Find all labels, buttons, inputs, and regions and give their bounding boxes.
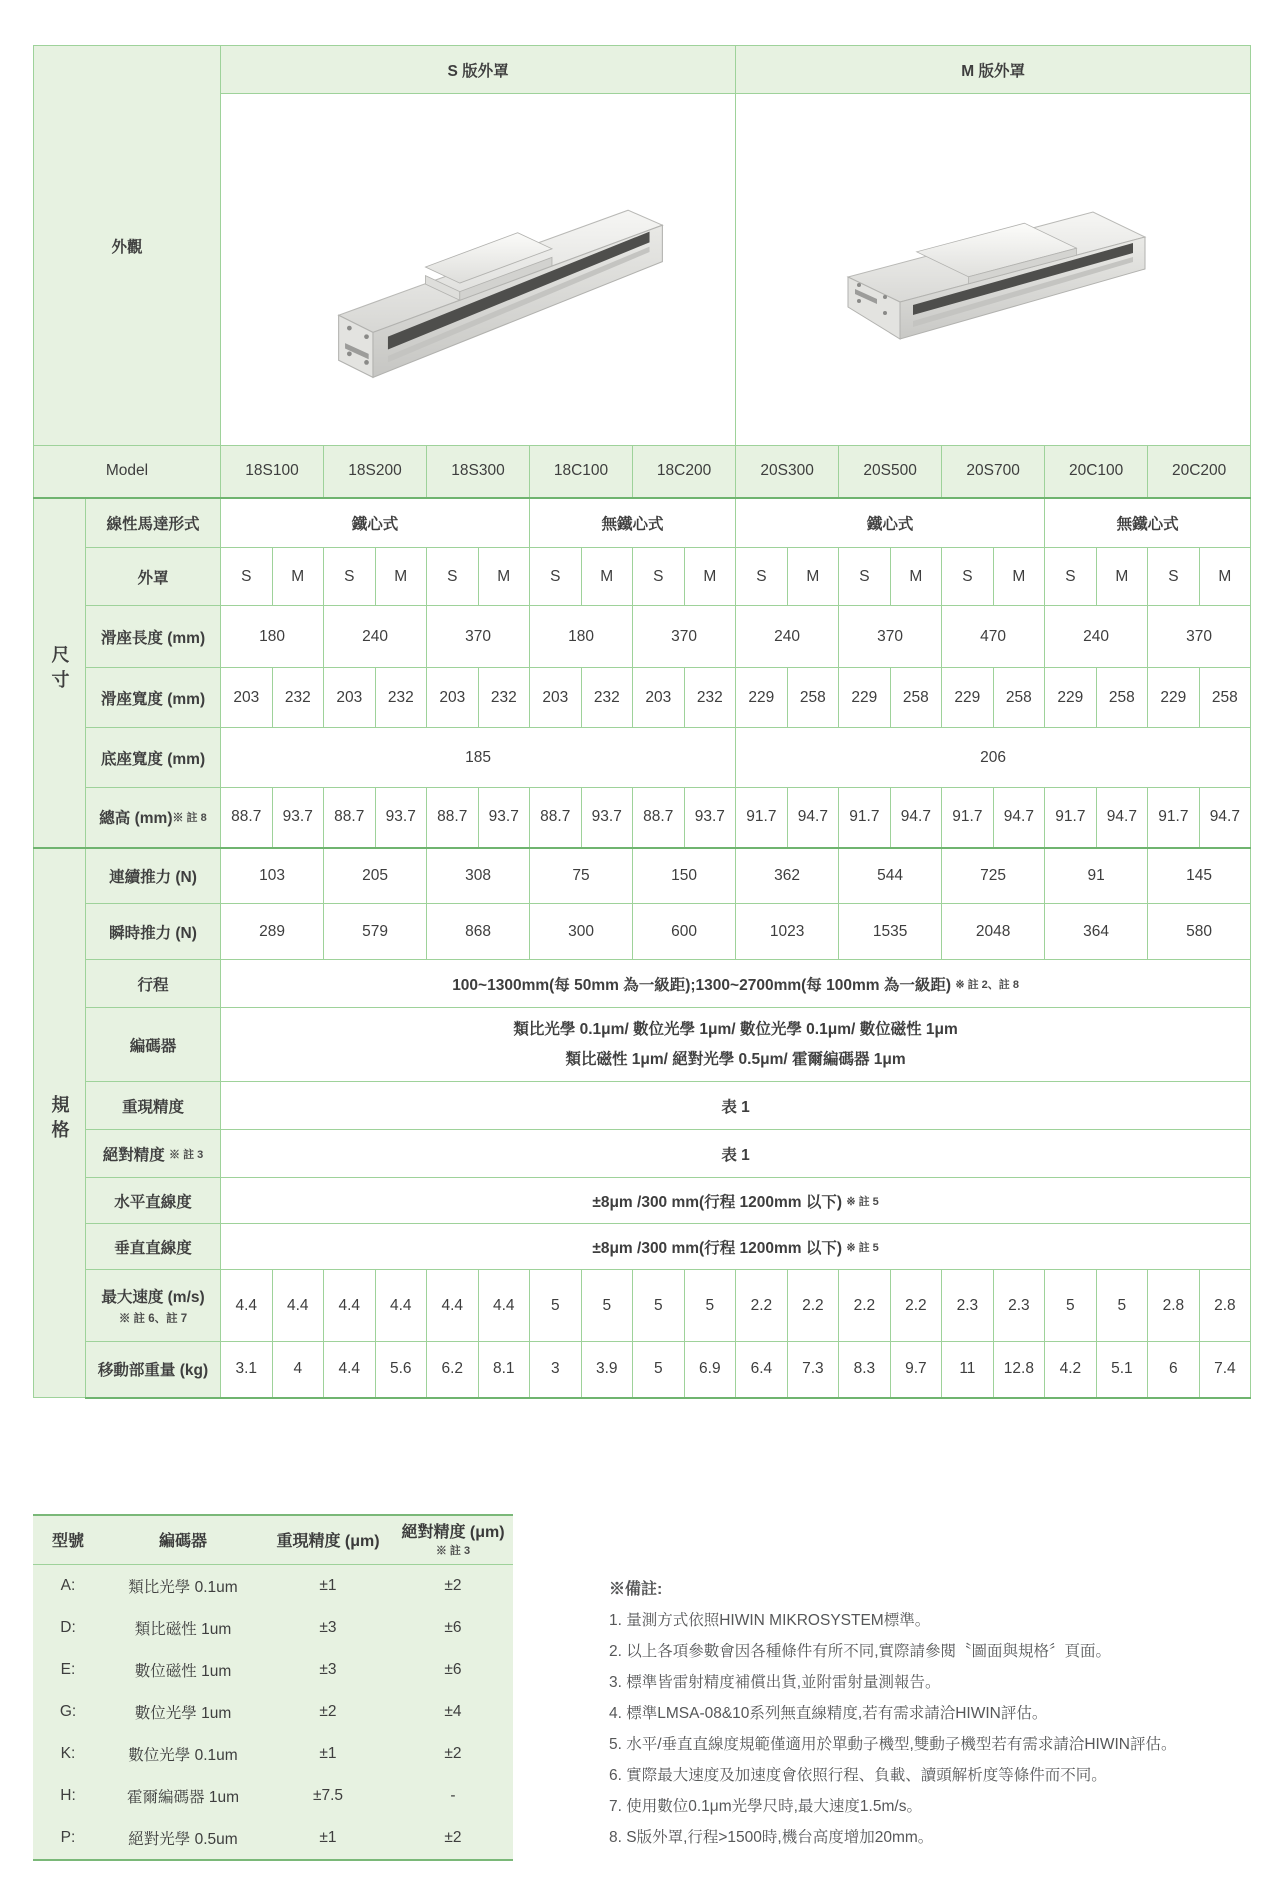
moving-mass-cell: 3.9 bbox=[581, 1342, 633, 1398]
moving-mass-label: 移動部重量 (kg) bbox=[86, 1342, 221, 1398]
total-height-cell: 91.7 bbox=[736, 788, 788, 848]
encoder-absolute-cell: ±2 bbox=[444, 1828, 462, 1846]
cover-cell: S bbox=[1045, 548, 1097, 606]
encoder-name-cell: 數位磁性 1um bbox=[134, 1662, 232, 1680]
encoder-code-cell: P: bbox=[60, 1828, 76, 1846]
moving-mass-cell: 6.2 bbox=[427, 1342, 479, 1398]
slide-length-cell: 180 bbox=[221, 606, 324, 668]
repeatability-value: 表 1 bbox=[221, 1082, 1251, 1130]
moving-mass-cell: 7.3 bbox=[787, 1342, 839, 1398]
encoder-repeatability-cell: ±2 bbox=[319, 1702, 337, 1720]
peak-force-cell: 1535 bbox=[839, 904, 942, 960]
m-cover-product-image bbox=[793, 157, 1193, 377]
total-height-cell: 91.7 bbox=[942, 788, 994, 848]
slide-width-cell: 232 bbox=[684, 668, 736, 728]
continuous-force-cell: 150 bbox=[633, 848, 736, 904]
continuous-force-cell: 308 bbox=[427, 848, 530, 904]
motor-type-label: 線性馬達形式 bbox=[86, 498, 221, 548]
slide-length-cell: 180 bbox=[530, 606, 633, 668]
stroke-row bbox=[34, 960, 1251, 1008]
slide-width-cell: 232 bbox=[375, 668, 427, 728]
m-cover-photo-cell bbox=[736, 94, 1251, 446]
moving-mass-cell: 3 bbox=[530, 1342, 582, 1398]
s-cover-photo-cell bbox=[221, 94, 736, 446]
moving-mass-cell: 5.6 bbox=[375, 1342, 427, 1398]
slide-length-cell: 370 bbox=[427, 606, 530, 668]
peak-force-label: 瞬時推力 (N) bbox=[86, 904, 221, 960]
encoder-table-header-row bbox=[33, 1515, 513, 1565]
moving-mass-cell: 6.9 bbox=[684, 1342, 736, 1398]
total-height-cell: 94.7 bbox=[890, 788, 942, 848]
max-speed-cell: 4.4 bbox=[427, 1270, 479, 1342]
cover-cell: S bbox=[839, 548, 891, 606]
max-speed-cell: 5 bbox=[530, 1270, 582, 1342]
slide-length-cell: 370 bbox=[1148, 606, 1251, 668]
encoder-table-row bbox=[33, 1607, 513, 1649]
motor-type-cell: 鐵心式 bbox=[221, 498, 530, 548]
moving-mass-cell: 9.7 bbox=[890, 1342, 942, 1398]
max-speed-cell: 5 bbox=[1045, 1270, 1097, 1342]
cover-cell: M bbox=[684, 548, 736, 606]
note-item: 5. 水平/垂直直線度規範僅適用於單動子機型,雙動子機型若有需求請洽HIWIN評估。 bbox=[609, 1735, 1177, 1753]
encoder-table-row bbox=[33, 1775, 513, 1817]
cover-cell: S bbox=[942, 548, 994, 606]
repeatability-label: 重現精度 bbox=[86, 1082, 221, 1130]
max-speed-cell: 4.4 bbox=[272, 1270, 324, 1342]
moving-mass-cell: 4 bbox=[272, 1342, 324, 1398]
slide-width-cell: 203 bbox=[530, 668, 582, 728]
moving-mass-cell: 6.4 bbox=[736, 1342, 788, 1398]
cover-label: 外罩 bbox=[86, 548, 221, 606]
note-item: 1. 量測方式依照HIWIN MIKROSYSTEM標準。 bbox=[609, 1611, 931, 1629]
horizontal-straightness-label: 水平直線度 bbox=[86, 1178, 221, 1224]
continuous-force-cell: 91 bbox=[1045, 848, 1148, 904]
base-width-row bbox=[34, 728, 1251, 788]
vertical-straightness-value: ±8μm /300 mm(行程 1200mm 以下) ※ 註 5 bbox=[221, 1224, 1251, 1270]
model-row-label: Model bbox=[34, 446, 221, 498]
slide-width-cell: 203 bbox=[427, 668, 479, 728]
slide-width-cell: 258 bbox=[890, 668, 942, 728]
max-speed-cell: 2.2 bbox=[839, 1270, 891, 1342]
absolute-accuracy-value: 表 1 bbox=[221, 1130, 1251, 1178]
max-speed-cell: 5 bbox=[1096, 1270, 1148, 1342]
total-height-cell: 94.7 bbox=[1199, 788, 1251, 848]
continuous-force-cell: 362 bbox=[736, 848, 839, 904]
slide-width-cell: 258 bbox=[1096, 668, 1148, 728]
total-height-cell: 88.7 bbox=[324, 788, 376, 848]
peak-force-cell: 600 bbox=[633, 904, 736, 960]
encoder-name-cell: 霍爾編碼器 1um bbox=[127, 1788, 239, 1806]
moving-mass-cell: 5.1 bbox=[1096, 1342, 1148, 1398]
note-item: 6. 實際最大速度及加速度會依照行程、負載、讀頭解析度等條件而不同。 bbox=[609, 1766, 1107, 1784]
continuous-force-cell: 544 bbox=[839, 848, 942, 904]
moving-mass-row bbox=[34, 1342, 1251, 1398]
cover-header-row bbox=[34, 46, 1251, 94]
repeatability-row bbox=[34, 1082, 1251, 1130]
motor-type-cell: 無鐵心式 bbox=[530, 498, 736, 548]
encoder-absolute-cell: ±4 bbox=[444, 1702, 462, 1720]
continuous-force-cell: 75 bbox=[530, 848, 633, 904]
total-height-cell: 93.7 bbox=[375, 788, 427, 848]
encoder-repeatability-cell: ±1 bbox=[319, 1828, 337, 1846]
motor-type-cell: 鐵心式 bbox=[736, 498, 1045, 548]
absolute-accuracy-row bbox=[34, 1130, 1251, 1178]
total-height-cell: 91.7 bbox=[1045, 788, 1097, 848]
moving-mass-cell: 4.2 bbox=[1045, 1342, 1097, 1398]
slide-width-cell: 258 bbox=[787, 668, 839, 728]
slide-width-row bbox=[34, 668, 1251, 728]
max-speed-cell: 2.2 bbox=[890, 1270, 942, 1342]
appearance-label: 外觀 bbox=[34, 46, 221, 446]
slide-width-cell: 232 bbox=[581, 668, 633, 728]
continuous-force-cell: 103 bbox=[221, 848, 324, 904]
s-cover-header: S 版外罩 bbox=[221, 46, 736, 94]
slide-width-cell: 229 bbox=[1045, 668, 1097, 728]
notes-block bbox=[609, 1514, 1250, 1861]
model-row bbox=[34, 446, 1251, 498]
peak-force-cell: 2048 bbox=[942, 904, 1045, 960]
moving-mass-cell: 7.4 bbox=[1199, 1342, 1251, 1398]
max-speed-cell: 4.4 bbox=[375, 1270, 427, 1342]
note-item: 7. 使用數位0.1μm光學尺時,最大速度1.5m/s。 bbox=[609, 1797, 922, 1815]
max-speed-cell: 2.2 bbox=[736, 1270, 788, 1342]
max-speed-cell: 2.8 bbox=[1148, 1270, 1200, 1342]
encoder-name-cell: 類比光學 0.1um bbox=[128, 1578, 238, 1596]
base-width-cell: 185 bbox=[221, 728, 736, 788]
peak-force-cell: 364 bbox=[1045, 904, 1148, 960]
vertical-straightness-label: 垂直直線度 bbox=[86, 1224, 221, 1270]
slide-width-label: 滑座寬度 (mm) bbox=[86, 668, 221, 728]
max-speed-cell: 5 bbox=[581, 1270, 633, 1342]
encoder-repeatability-cell: ±3 bbox=[319, 1660, 337, 1678]
vertical-straightness-row bbox=[34, 1224, 1251, 1270]
total-height-cell: 94.7 bbox=[993, 788, 1045, 848]
total-height-cell: 93.7 bbox=[684, 788, 736, 848]
max-speed-cell: 4.4 bbox=[324, 1270, 376, 1342]
base-width-label: 底座寬度 (mm) bbox=[86, 728, 221, 788]
encoder-value: 類比光學 0.1μm/ 數位光學 1μm/ 數位光學 0.1μm/ 數位磁性 1μm 類比磁性 1μm/ 絕對光學 0.5μm/ 霍爾編碼器 1μm bbox=[221, 1008, 1251, 1082]
max-speed-label: 最大速度 (m/s) ※ 註 6、註 7 bbox=[86, 1270, 221, 1342]
encoder-table-row bbox=[33, 1733, 513, 1775]
encoder-table-row bbox=[33, 1691, 513, 1733]
moving-mass-cell: 3.1 bbox=[221, 1342, 273, 1398]
encoder-table-row bbox=[33, 1564, 513, 1607]
max-speed-cell: 4.4 bbox=[478, 1270, 530, 1342]
cover-cell: S bbox=[736, 548, 788, 606]
total-height-cell: 91.7 bbox=[839, 788, 891, 848]
horizontal-straightness-row bbox=[34, 1178, 1251, 1224]
absolute-accuracy-label: 絕對精度 ※ 註 3 bbox=[86, 1130, 221, 1178]
model-cell: 20C100 bbox=[1045, 446, 1148, 498]
encoder-repeatability-cell: ±1 bbox=[319, 1744, 337, 1762]
bottom-section bbox=[33, 1514, 1250, 1861]
slide-length-label: 滑座長度 (mm) bbox=[86, 606, 221, 668]
cover-cell: M bbox=[581, 548, 633, 606]
peak-force-cell: 300 bbox=[530, 904, 633, 960]
cover-cell: M bbox=[993, 548, 1045, 606]
notes-title: ※備註: bbox=[609, 1580, 663, 1598]
total-height-cell: 93.7 bbox=[478, 788, 530, 848]
encoder-absolute-cell: - bbox=[450, 1786, 456, 1804]
encoder-code-cell: A: bbox=[60, 1576, 76, 1594]
encoder-repeatability-cell: ±7.5 bbox=[312, 1786, 344, 1804]
max-speed-cell: 2.2 bbox=[787, 1270, 839, 1342]
peak-force-cell: 289 bbox=[221, 904, 324, 960]
peak-force-cell: 868 bbox=[427, 904, 530, 960]
spec-table bbox=[33, 45, 1251, 1399]
cover-cell: M bbox=[375, 548, 427, 606]
max-speed-cell: 2.3 bbox=[993, 1270, 1045, 1342]
cover-cell: S bbox=[221, 548, 273, 606]
encoder-name-cell: 絕對光學 0.5um bbox=[128, 1830, 238, 1848]
slide-width-cell: 258 bbox=[993, 668, 1045, 728]
encoder-code-cell: E: bbox=[60, 1660, 76, 1678]
cover-cell: S bbox=[530, 548, 582, 606]
note-item: 2. 以上各項參數會因各種條件有所不同,實際請參閱〝圖面與規格〞頁面。 bbox=[609, 1642, 1112, 1660]
total-height-cell: 88.7 bbox=[633, 788, 685, 848]
encoder-row bbox=[34, 1008, 1251, 1082]
encoder-code-cell: G: bbox=[59, 1702, 77, 1720]
continuous-force-row bbox=[34, 848, 1251, 904]
moving-mass-cell: 4.4 bbox=[324, 1342, 376, 1398]
slide-length-cell: 370 bbox=[633, 606, 736, 668]
slide-length-row bbox=[34, 606, 1251, 668]
total-height-cell: 91.7 bbox=[1148, 788, 1200, 848]
cover-cell: M bbox=[272, 548, 324, 606]
total-height-cell: 93.7 bbox=[272, 788, 324, 848]
total-height-row bbox=[34, 788, 1251, 848]
cover-cell: S bbox=[324, 548, 376, 606]
dimensions-group-label: 尺寸 bbox=[34, 498, 86, 848]
continuous-force-cell: 145 bbox=[1148, 848, 1251, 904]
total-height-cell: 88.7 bbox=[530, 788, 582, 848]
slide-width-cell: 229 bbox=[839, 668, 891, 728]
max-speed-cell: 4.4 bbox=[221, 1270, 273, 1342]
encoder-code-cell: D: bbox=[60, 1618, 76, 1636]
stroke-value: 100~1300mm(每 50mm 為一級距);1300~2700mm(每 100mm 為一級距) ※ 註 2、註 8 bbox=[221, 960, 1251, 1008]
model-cell: 18C200 bbox=[633, 446, 736, 498]
encoder-repeatability-cell: ±3 bbox=[319, 1618, 337, 1636]
slide-width-cell: 203 bbox=[221, 668, 273, 728]
encoder-table-row bbox=[33, 1817, 513, 1860]
encoder-code-cell: K: bbox=[60, 1744, 76, 1762]
note-item: 4. 標準LMSA-08&10系列無直線精度,若有需求請洽HIWIN評估。 bbox=[609, 1704, 1048, 1722]
encoder-absolute-cell: ±6 bbox=[444, 1618, 462, 1636]
model-cell: 18S200 bbox=[324, 446, 427, 498]
cover-cell: S bbox=[633, 548, 685, 606]
encoder-repeatability-cell: ±1 bbox=[319, 1576, 337, 1594]
max-speed-cell: 2.8 bbox=[1199, 1270, 1251, 1342]
total-height-cell: 93.7 bbox=[581, 788, 633, 848]
encoder-name-cell: 數位光學 1um bbox=[134, 1704, 232, 1722]
max-speed-cell: 5 bbox=[684, 1270, 736, 1342]
specs-group-label: 規格 bbox=[34, 848, 86, 1398]
encoder-table-row bbox=[33, 1649, 513, 1691]
slide-width-cell: 203 bbox=[633, 668, 685, 728]
max-speed-row bbox=[34, 1270, 1251, 1342]
stroke-label: 行程 bbox=[86, 960, 221, 1008]
slide-length-cell: 240 bbox=[324, 606, 427, 668]
total-height-label: 總高 (mm)※ 註 8 bbox=[86, 788, 221, 848]
peak-force-cell: 1023 bbox=[736, 904, 839, 960]
encoder-absolute-cell: ±6 bbox=[444, 1660, 462, 1678]
encoder-code-cell: H: bbox=[60, 1786, 76, 1804]
slide-width-cell: 203 bbox=[324, 668, 376, 728]
max-speed-cell: 5 bbox=[633, 1270, 685, 1342]
m-cover-header: M 版外罩 bbox=[736, 46, 1251, 94]
slide-width-cell: 229 bbox=[1148, 668, 1200, 728]
cover-cell: M bbox=[787, 548, 839, 606]
peak-force-row bbox=[34, 904, 1251, 960]
cover-cell: S bbox=[427, 548, 479, 606]
note-item: 3. 標準皆雷射精度補償出貨,並附雷射量測報告。 bbox=[609, 1673, 941, 1691]
note-item: 8. S版外罩,行程>1500時,機台高度增加20mm。 bbox=[609, 1828, 934, 1846]
slide-length-cell: 240 bbox=[1045, 606, 1148, 668]
continuous-force-cell: 205 bbox=[324, 848, 427, 904]
moving-mass-cell: 6 bbox=[1148, 1342, 1200, 1398]
cover-cell: S bbox=[1148, 548, 1200, 606]
slide-width-cell: 232 bbox=[478, 668, 530, 728]
s-cover-product-image bbox=[263, 133, 693, 401]
slide-width-cell: 232 bbox=[272, 668, 324, 728]
model-cell: 20C200 bbox=[1148, 446, 1251, 498]
horizontal-straightness-value: ±8μm /300 mm(行程 1200mm 以下) ※ 註 5 bbox=[221, 1178, 1251, 1224]
motor-type-cell: 無鐵心式 bbox=[1045, 498, 1251, 548]
total-height-cell: 94.7 bbox=[787, 788, 839, 848]
moving-mass-cell: 11 bbox=[942, 1342, 994, 1398]
model-cell: 18S100 bbox=[221, 446, 324, 498]
peak-force-cell: 579 bbox=[324, 904, 427, 960]
moving-mass-cell: 5 bbox=[633, 1342, 685, 1398]
slide-length-cell: 470 bbox=[942, 606, 1045, 668]
encoder-absolute-cell: ±2 bbox=[444, 1744, 462, 1762]
encoder-table-col-model: 型號 bbox=[33, 1515, 103, 1565]
moving-mass-cell: 8.3 bbox=[839, 1342, 891, 1398]
encoder-name-cell: 類比磁性 1um bbox=[134, 1620, 232, 1638]
slide-width-cell: 258 bbox=[1199, 668, 1251, 728]
cover-cell: M bbox=[1199, 548, 1251, 606]
slide-width-cell: 229 bbox=[736, 668, 788, 728]
slide-length-cell: 370 bbox=[839, 606, 942, 668]
model-cell: 18S300 bbox=[427, 446, 530, 498]
model-cell: 20S500 bbox=[839, 446, 942, 498]
continuous-force-cell: 725 bbox=[942, 848, 1045, 904]
encoder-table-col-encoder: 編碼器 bbox=[103, 1515, 263, 1565]
cover-cell: M bbox=[890, 548, 942, 606]
total-height-cell: 88.7 bbox=[427, 788, 479, 848]
total-height-cell: 94.7 bbox=[1096, 788, 1148, 848]
continuous-force-label: 連續推力 (N) bbox=[86, 848, 221, 904]
cover-row bbox=[34, 548, 1251, 606]
cover-cell: M bbox=[1096, 548, 1148, 606]
encoder-accuracy-table bbox=[33, 1514, 513, 1861]
moving-mass-cell: 12.8 bbox=[993, 1342, 1045, 1398]
slide-width-cell: 229 bbox=[942, 668, 994, 728]
model-cell: 20S700 bbox=[942, 446, 1045, 498]
encoder-name-cell: 數位光學 0.1um bbox=[128, 1746, 238, 1764]
max-speed-cell: 2.3 bbox=[942, 1270, 994, 1342]
motor-type-row bbox=[34, 498, 1251, 548]
encoder-absolute-cell: ±2 bbox=[444, 1576, 462, 1594]
encoder-table-col-absolute: 絕對精度 (μm) ※ 註 3 bbox=[393, 1515, 513, 1565]
base-width-cell: 206 bbox=[736, 728, 1251, 788]
encoder-table-col-repeatability: 重現精度 (μm) bbox=[263, 1515, 393, 1565]
moving-mass-cell: 8.1 bbox=[478, 1342, 530, 1398]
cover-cell: M bbox=[478, 548, 530, 606]
encoder-label: 編碼器 bbox=[86, 1008, 221, 1082]
peak-force-cell: 580 bbox=[1148, 904, 1251, 960]
model-cell: 20S300 bbox=[736, 446, 839, 498]
total-height-cell: 88.7 bbox=[221, 788, 273, 848]
model-cell: 18C100 bbox=[530, 446, 633, 498]
slide-length-cell: 240 bbox=[736, 606, 839, 668]
